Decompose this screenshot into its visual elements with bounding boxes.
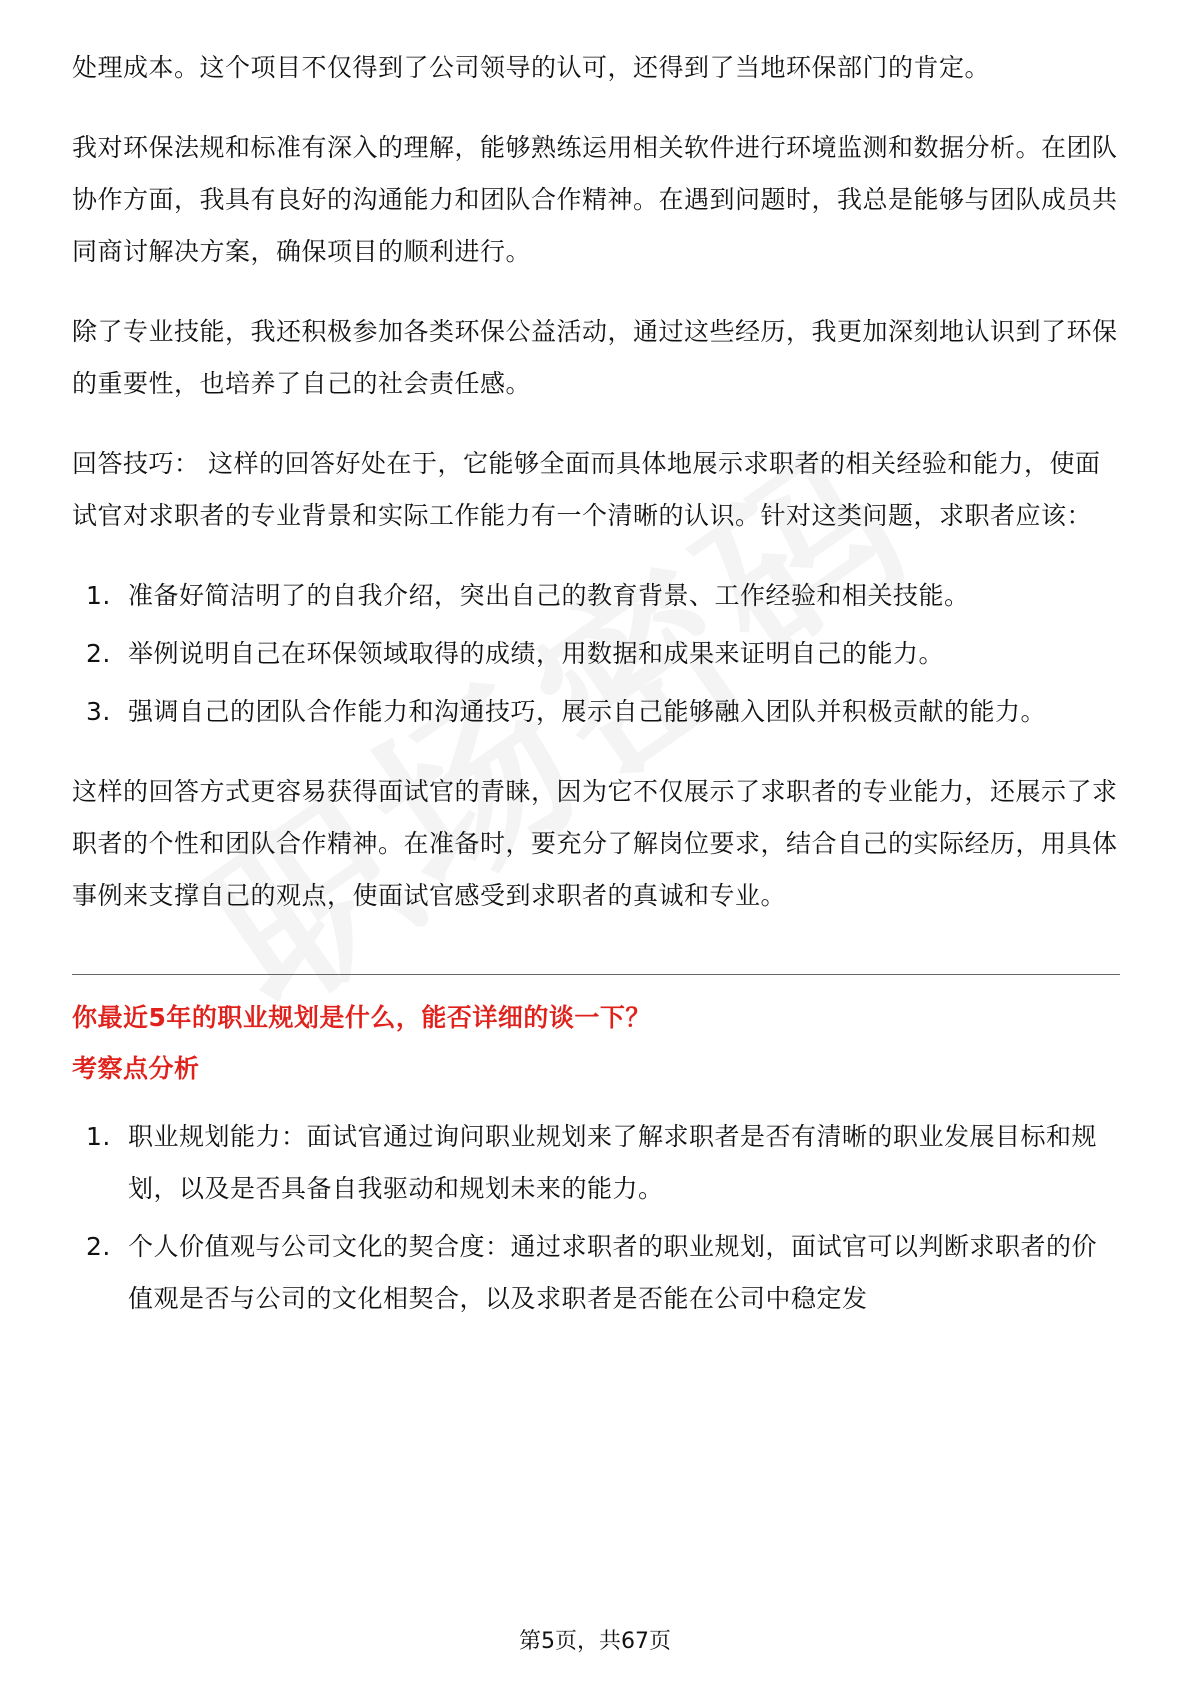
list-item (72, 1111, 1120, 1215)
analysis-list (72, 1111, 1120, 1325)
list-text: 举例说明自己在环保领域取得的成绩，用数据和成果来证明自己的能力。 (128, 639, 945, 668)
paragraph-closing: 这样的回答方式更容易获得面试官的青睐，因为它不仅展示了求职者的专业能力，还展示了求职者的个性和团队合作精神。在准备时，要充分了解岗位要求，结合自己的实际经历，用具体事例来支撑自己的观点，使面试官感受到求职者的真诚和专业。 (72, 777, 1118, 910)
list-number: 2. (86, 639, 111, 668)
list-number: 1. (86, 581, 111, 610)
question-subtitle: 考察点分析 (72, 1054, 200, 1083)
paragraph-answer-tips: 回答技巧： 这样的回答好处在于，它能够全面而具体地展示求职者的相关经验和能力，使面试官对求职者的专业背景和实际工作能力有一个清晰的认识。针对这类问题，求职者应该： (72, 449, 1101, 530)
list-item (72, 628, 1120, 680)
page-footer: 第5页，共67页 (519, 1629, 671, 1654)
list-text: 个人价值观与公司文化的契合度：通过求职者的职业规划，面试官可以判断求职者的价值观是否与公司的文化相契合，以及求职者是否能在公司中稳定发 (128, 1232, 1098, 1313)
paragraph-cost: 处理成本。这个项目不仅得到了公司领导的认可，还得到了当地环保部门的肯定。 (72, 53, 991, 82)
list-number: 2. (86, 1232, 111, 1261)
question-title: 你最近5年的职业规划是什么，能否详细的谈一下？ (72, 1003, 651, 1032)
list-text: 强调自己的团队合作能力和沟通技巧，展示自己能够融入团队并积极贡献的能力。 (128, 697, 1047, 726)
list-item (72, 1221, 1120, 1325)
paragraph-skills: 我对环保法规和标准有深入的理解，能够熟练运用相关软件进行环境监测和数据分析。在团队协作方面，我具有良好的沟通能力和团队合作精神。在遇到问题时，我总是能够与团队成员共同商讨解决方案，确保项目的顺利进行。 (72, 133, 1118, 266)
section-divider (72, 974, 1120, 975)
list-item (72, 686, 1120, 738)
list-text: 职业规划能力：面试官通过询问职业规划来了解求职者是否有清晰的职业发展目标和规划，以及是否具备自我驱动和规划未来的能力。 (128, 1122, 1098, 1203)
paragraph-activities: 除了专业技能，我还积极参加各类环保公益活动，通过这些经历，我更加深刻地认识到了环保的重要性，也培养了自己的社会责任感。 (72, 317, 1118, 398)
page-content (72, 42, 1120, 1353)
list-text: 准备好简洁明了的自我介绍，突出自己的教育背景、工作经验和相关技能。 (128, 581, 970, 610)
list-number: 3. (86, 697, 111, 726)
list-number: 1. (86, 1122, 111, 1151)
tips-list (72, 570, 1120, 738)
list-item (72, 570, 1120, 622)
